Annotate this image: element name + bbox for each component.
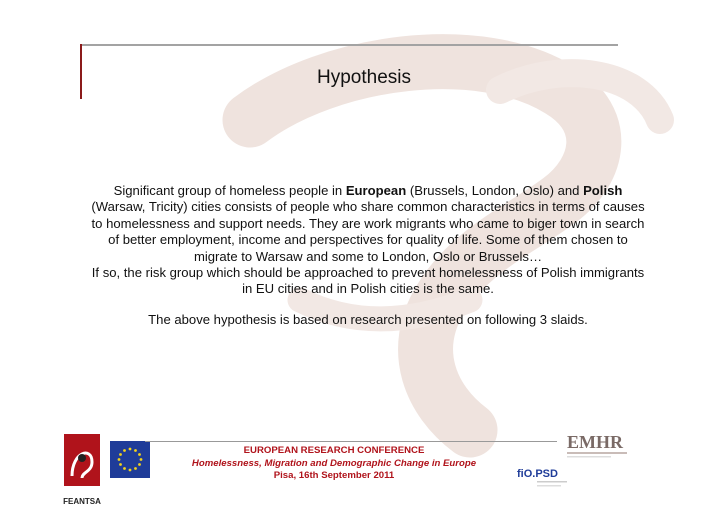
emhr-logo	[565, 430, 631, 460]
fio-logo-text: fiO.PSD	[517, 468, 558, 480]
paragraph-2: If so, the risk group which should be approached to prevent homelessness of Polish immigrants in EU cities and in Polish cities is the same.	[91, 265, 645, 297]
conference-title: EUROPEAN RESEARCH CONFERENCE	[243, 445, 425, 456]
feantsa-logo-text: FEANTSA	[63, 497, 101, 506]
paragraph-3: The above hypothesis is based on research presented on following 3 slaids.	[148, 311, 588, 327]
emhr-logo-text: EMHR	[567, 432, 623, 452]
conference-date: Pisa, 16th September 2011	[273, 470, 395, 481]
eu-flag-icon	[110, 441, 150, 478]
fio-psd-logo	[515, 462, 575, 492]
conference-info	[150, 445, 518, 483]
feantsa-logo	[62, 432, 102, 510]
footer-rule	[145, 441, 557, 442]
slide-body	[88, 183, 648, 328]
top-rule	[80, 44, 618, 46]
slide-title: Hypothesis	[317, 67, 411, 88]
paragraph-1: Significant group of homeless people in European (Brussels, London, Oslo) and Polish (Warsaw, Tricity) cities consists of people who share common characteristics in terms of causes to homelessness and support needs. They are work migrants who came to biger town in search of better employment, income and perspectives for quality of life. Some of them chosen to migrate to Warsaw and some to London, Oslo or Brussels…	[91, 183, 645, 264]
conference-subtitle: Homelessness, Migration and Demographic Change in Europe	[191, 457, 477, 469]
